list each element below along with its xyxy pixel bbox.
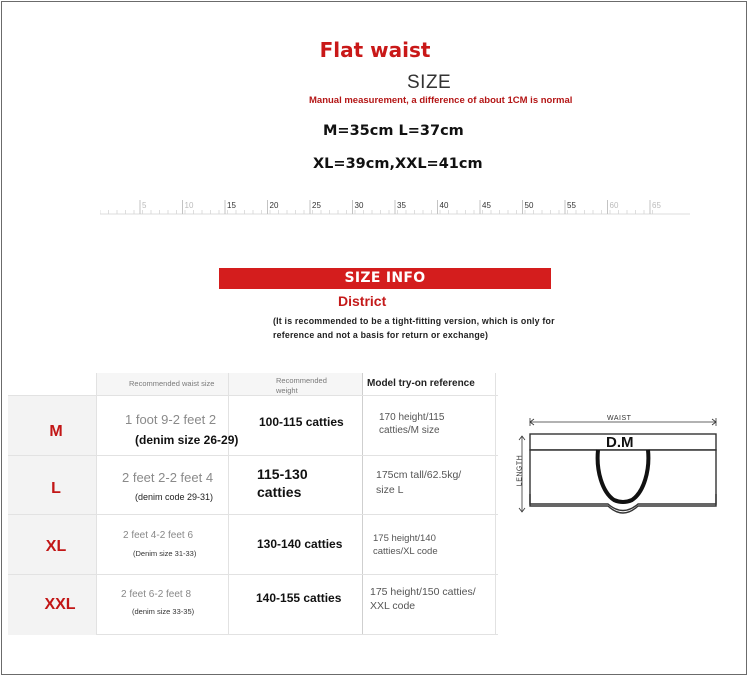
ruler-tick-label: 20 xyxy=(269,201,279,210)
measurement-xl-xxl: XL=39cm,XXL=41cm xyxy=(313,156,483,172)
row-l-denim: (denim code 29-31) xyxy=(135,492,214,502)
header-weight-line-1: Recommended xyxy=(276,376,327,385)
brand-label: D.M xyxy=(606,434,634,451)
underwear-illustration xyxy=(510,412,740,532)
row-xxl-weight: 140-155 catties xyxy=(256,591,342,605)
row-l-size: L xyxy=(51,480,61,497)
header-weight-line-2: weight xyxy=(276,386,298,395)
ruler-tick-label: 30 xyxy=(354,201,364,210)
ruler-tick-label: 60 xyxy=(609,201,619,210)
ruler-tick-label: 65 xyxy=(652,201,661,210)
row-xl-weight: 130-140 catties xyxy=(257,537,343,551)
header-model: Model try-on reference xyxy=(367,378,475,389)
row-m-size: M xyxy=(49,423,63,440)
fit-note-line-2: reference and not a basis for return or exchange) xyxy=(273,330,489,340)
row-l-weight: 115-130 xyxy=(257,466,308,482)
district-label: District xyxy=(338,293,387,309)
row-l-waist: 2 feet 2-2 feet 4 xyxy=(122,470,214,485)
row-xl-denim: (Denim size 31-33) xyxy=(133,549,197,558)
row-xl-model-line-2: catties/XL code xyxy=(373,546,438,557)
ruler-tick-label: 10 xyxy=(184,201,194,210)
measurement-m-l: M=35cm L=37cm xyxy=(323,123,464,139)
fit-note-line-1: (It is recommended to be a tight-fitting version, which is only for xyxy=(273,316,555,326)
size-table xyxy=(8,373,498,635)
ruler-tick-label: 35 xyxy=(397,201,406,210)
row-m-model-line-1: 170 height/115 xyxy=(379,412,445,423)
row-xl-size: XL xyxy=(45,538,67,555)
row-l-weight-line-2: catties xyxy=(257,484,302,500)
page-title: Flat waist xyxy=(319,38,431,62)
length-label: LENGTH xyxy=(516,454,524,487)
row-m-weight: 100-115 catties xyxy=(259,415,344,429)
size-heading: SIZE xyxy=(407,72,452,93)
row-xl-waist: 2 feet 4-2 feet 6 xyxy=(123,530,194,541)
row-xxl-model-line-1: 175 height/150 catties/ xyxy=(370,586,476,598)
row-xxl-size: XXL xyxy=(44,596,76,613)
fit-note xyxy=(273,314,603,342)
row-xxl-model-line-2: XXL code xyxy=(370,600,416,612)
ruler-tick-label: 40 xyxy=(439,201,449,210)
ruler-tick-label: 25 xyxy=(312,201,321,210)
header-waist: Recommended waist size xyxy=(129,379,215,388)
row-xxl-waist: 2 feet 6-2 feet 8 xyxy=(121,589,192,600)
row-xxl-denim: (denim size 33-35) xyxy=(132,607,195,616)
ruler-tick-label: 55 xyxy=(567,201,576,210)
row-xl-model-line-1: 175 height/140 xyxy=(373,533,436,544)
row-m-denim: (denim size 26-29) xyxy=(135,433,239,447)
measuring-ruler xyxy=(100,194,690,218)
row-m-waist: 1 foot 9-2 feet 2 xyxy=(125,412,217,427)
measurement-note: Manual measurement, a difference of about 1CM is normal xyxy=(309,95,573,106)
ruler-tick-label: 50 xyxy=(524,201,534,210)
size-info-banner: SIZE INFO xyxy=(219,268,551,289)
underwear-diagram xyxy=(510,412,740,532)
ruler-tick-label: 5 xyxy=(142,201,147,210)
waist-label: WAIST xyxy=(607,415,632,422)
ruler-tick-label: 15 xyxy=(227,201,236,210)
row-l-model-line-1: 175cm tall/62.5kg/ xyxy=(376,469,462,481)
row-l-model-line-2: size L xyxy=(376,484,404,496)
row-m-model-line-2: catties/M size xyxy=(379,425,440,436)
ruler-tick-label: 45 xyxy=(482,201,491,210)
